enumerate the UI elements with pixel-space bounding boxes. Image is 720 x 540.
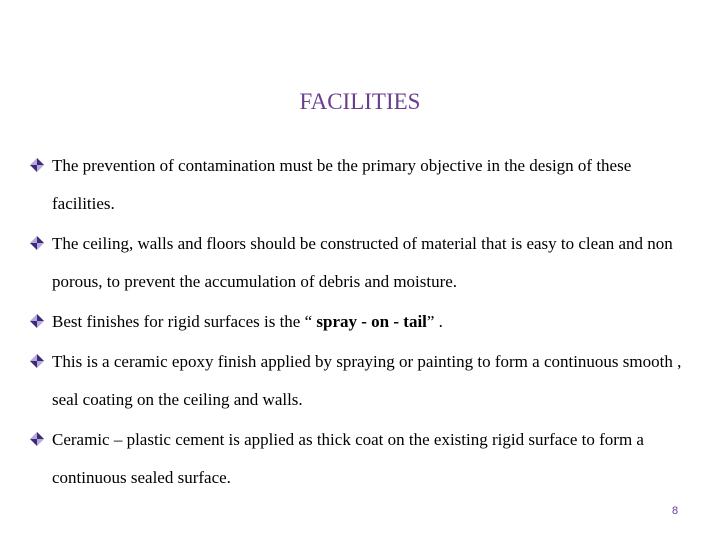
bullet-text-1: The prevention of contamination must be the primary objective in the design of these facilities. <box>52 156 632 213</box>
diamond-bullet-icon <box>30 236 44 250</box>
slide-title-text: FACILITIES <box>299 89 421 114</box>
bullet-list <box>30 147 698 499</box>
slide-title <box>0 87 720 117</box>
bullet-item-1 <box>30 147 698 223</box>
bullet-text-3-prefix: Best finishes for rigid surfaces is the “ <box>52 312 317 331</box>
page-number: 8 <box>671 505 679 517</box>
bullet-text-3-bold: spray - on - tail <box>316 312 427 331</box>
bullet-text-5: Ceramic – plastic cement is applied as thick coat on the existing rigid surface to form a continuous sealed surface. <box>52 430 644 487</box>
bullet-item-3 <box>30 303 698 341</box>
bullet-text-4: This is a ceramic epoxy finish applied by spraying or painting to form a continuous smooth , seal coating on the ceiling and walls. <box>52 352 682 409</box>
bullet-text-2: The ceiling, walls and floors should be constructed of material that is easy to clean and non porous, to prevent the accumulation of debris and moisture. <box>52 234 673 291</box>
diamond-bullet-icon <box>30 354 44 368</box>
diamond-bullet-icon <box>30 158 44 172</box>
bullet-item-5 <box>30 421 698 497</box>
bullet-item-2 <box>30 225 698 301</box>
bullet-item-4 <box>30 343 698 419</box>
diamond-bullet-icon <box>30 432 44 446</box>
diamond-bullet-icon <box>30 314 44 328</box>
bullet-text-3-suffix: ” . <box>426 312 443 331</box>
